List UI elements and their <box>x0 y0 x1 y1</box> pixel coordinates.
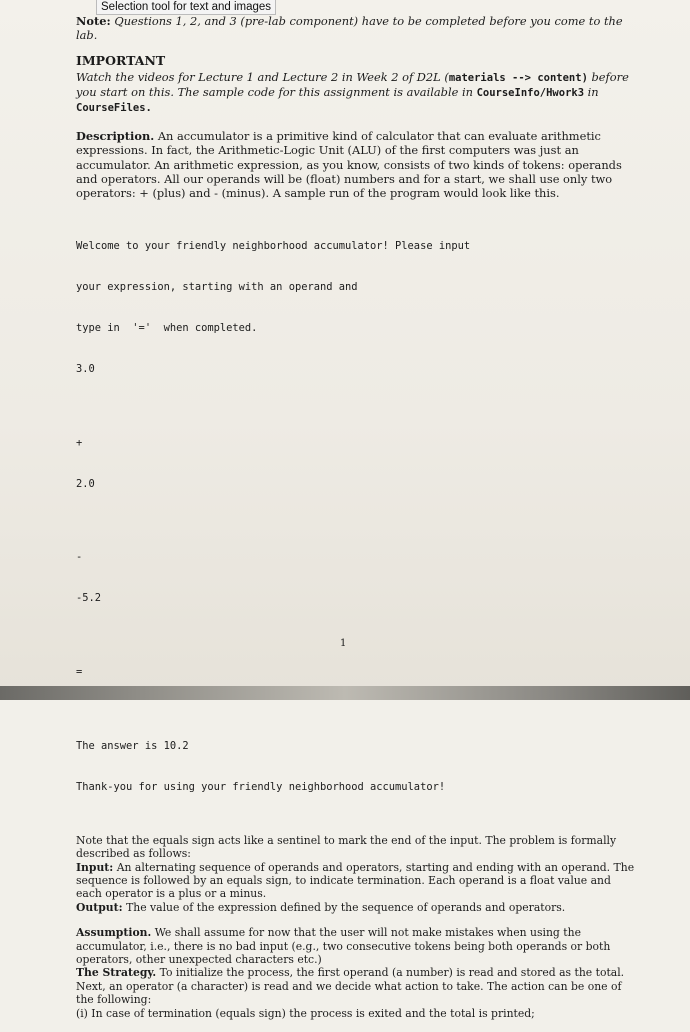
input-spec <box>76 861 636 901</box>
output-text: The value of the expression defined by the sequence of operands and operators. <box>126 900 566 914</box>
note-text: Questions 1, 2, and 3 (pre-lab component) have to be completed before you come to the lab. <box>76 14 623 43</box>
document-content <box>76 14 636 1032</box>
sample-line: = <box>76 666 83 679</box>
bottom-edge <box>0 686 690 700</box>
sample-line: Welcome to your friendly neighborhood accumulator! Please input <box>76 240 471 253</box>
sample-line: The answer is 10.2 <box>76 740 189 753</box>
assumption-text <box>76 926 636 966</box>
sentinel-section <box>76 834 636 914</box>
sample-line: 2.0 <box>76 477 95 490</box>
output-label: Output: <box>76 900 123 914</box>
page-number: 1 <box>340 638 347 649</box>
case-1-text: (i) In case of termination (equals sign) the process is exited and the total is printed; <box>76 1006 535 1020</box>
assumption-section <box>76 926 636 1020</box>
sample-line: your expression, starting with an operand and <box>76 281 358 294</box>
description-label: Description. <box>76 129 155 144</box>
note-label: Note: <box>76 14 111 28</box>
selection-tool-banner[interactable]: Selection tool for text and images <box>96 0 276 15</box>
assumption-body: We shall assume for now that the user will not make mistakes when using the accumulator, i.e., there is no bad input (e.g., two consecutive tokens being both operands or both operators, other unexpected characters etc.) <box>76 926 611 967</box>
important-code-2: CourseInfo/Hwork3 <box>476 86 585 99</box>
sample-line: Thank-you for using your friendly neighborhood accumulator! <box>76 780 446 793</box>
description-text: An accumulator is a primitive kind of calculator that can evaluate arithmetic expressions. In fact, the Arithmetic-Logic Unit (ALU) of the first computers was just an accumulator. An arithmetic expression, as you know, consists of two kinds of tokens: operands and operators. All our operands will be (float) numbers and for a start, we shall use only two operators: + (plus) and - (minus). A sample run of the program would look like this. <box>76 129 622 201</box>
important-text-1: Watch the videos for Lecture 1 and Lecture 2 in Week 2 of D2L ( <box>76 69 449 84</box>
important-heading: IMPORTANT <box>76 53 166 69</box>
important-text <box>76 70 636 116</box>
sample-line: type in '=' when completed. <box>76 321 258 334</box>
sample-line: -5.2 <box>76 592 102 605</box>
input-text: An alternating sequence of operands and operators, starting and ending with an operand. The sequence is followed by an equals sign, to indicate termination. Each operand is a float value and each operator is a plus or a minus. <box>76 860 635 901</box>
sample-line: 3.0 <box>76 362 95 375</box>
sentinel-text: Note that the equals sign acts like a sentinel to mark the end of the input. The problem is formally described as follows: <box>76 833 617 861</box>
output-spec <box>76 901 636 914</box>
important-text-2: before you start on this. The sample code for this assignment is available in <box>76 69 629 99</box>
important-code-3: CourseFiles. <box>76 102 152 115</box>
sample-line: + <box>76 436 83 449</box>
sample-run-output <box>76 213 636 822</box>
important-code-1: materials --> content) <box>448 71 588 84</box>
important-text-3: in <box>584 84 599 99</box>
assumption-label: Assumption. <box>76 926 152 940</box>
sample-line: - <box>76 551 83 564</box>
description-paragraph <box>76 129 636 200</box>
strategy-label: The Strategy. <box>76 966 157 980</box>
strategy-text <box>76 966 636 1006</box>
input-label: Input: <box>76 860 114 874</box>
prelab-note <box>76 14 636 42</box>
strategy-body: To initialize the process, the first operand (a number) is read and stored as the total. Next, an operator (a character) is read and we decide what action to take. The action can be one of the following: <box>76 966 625 1007</box>
